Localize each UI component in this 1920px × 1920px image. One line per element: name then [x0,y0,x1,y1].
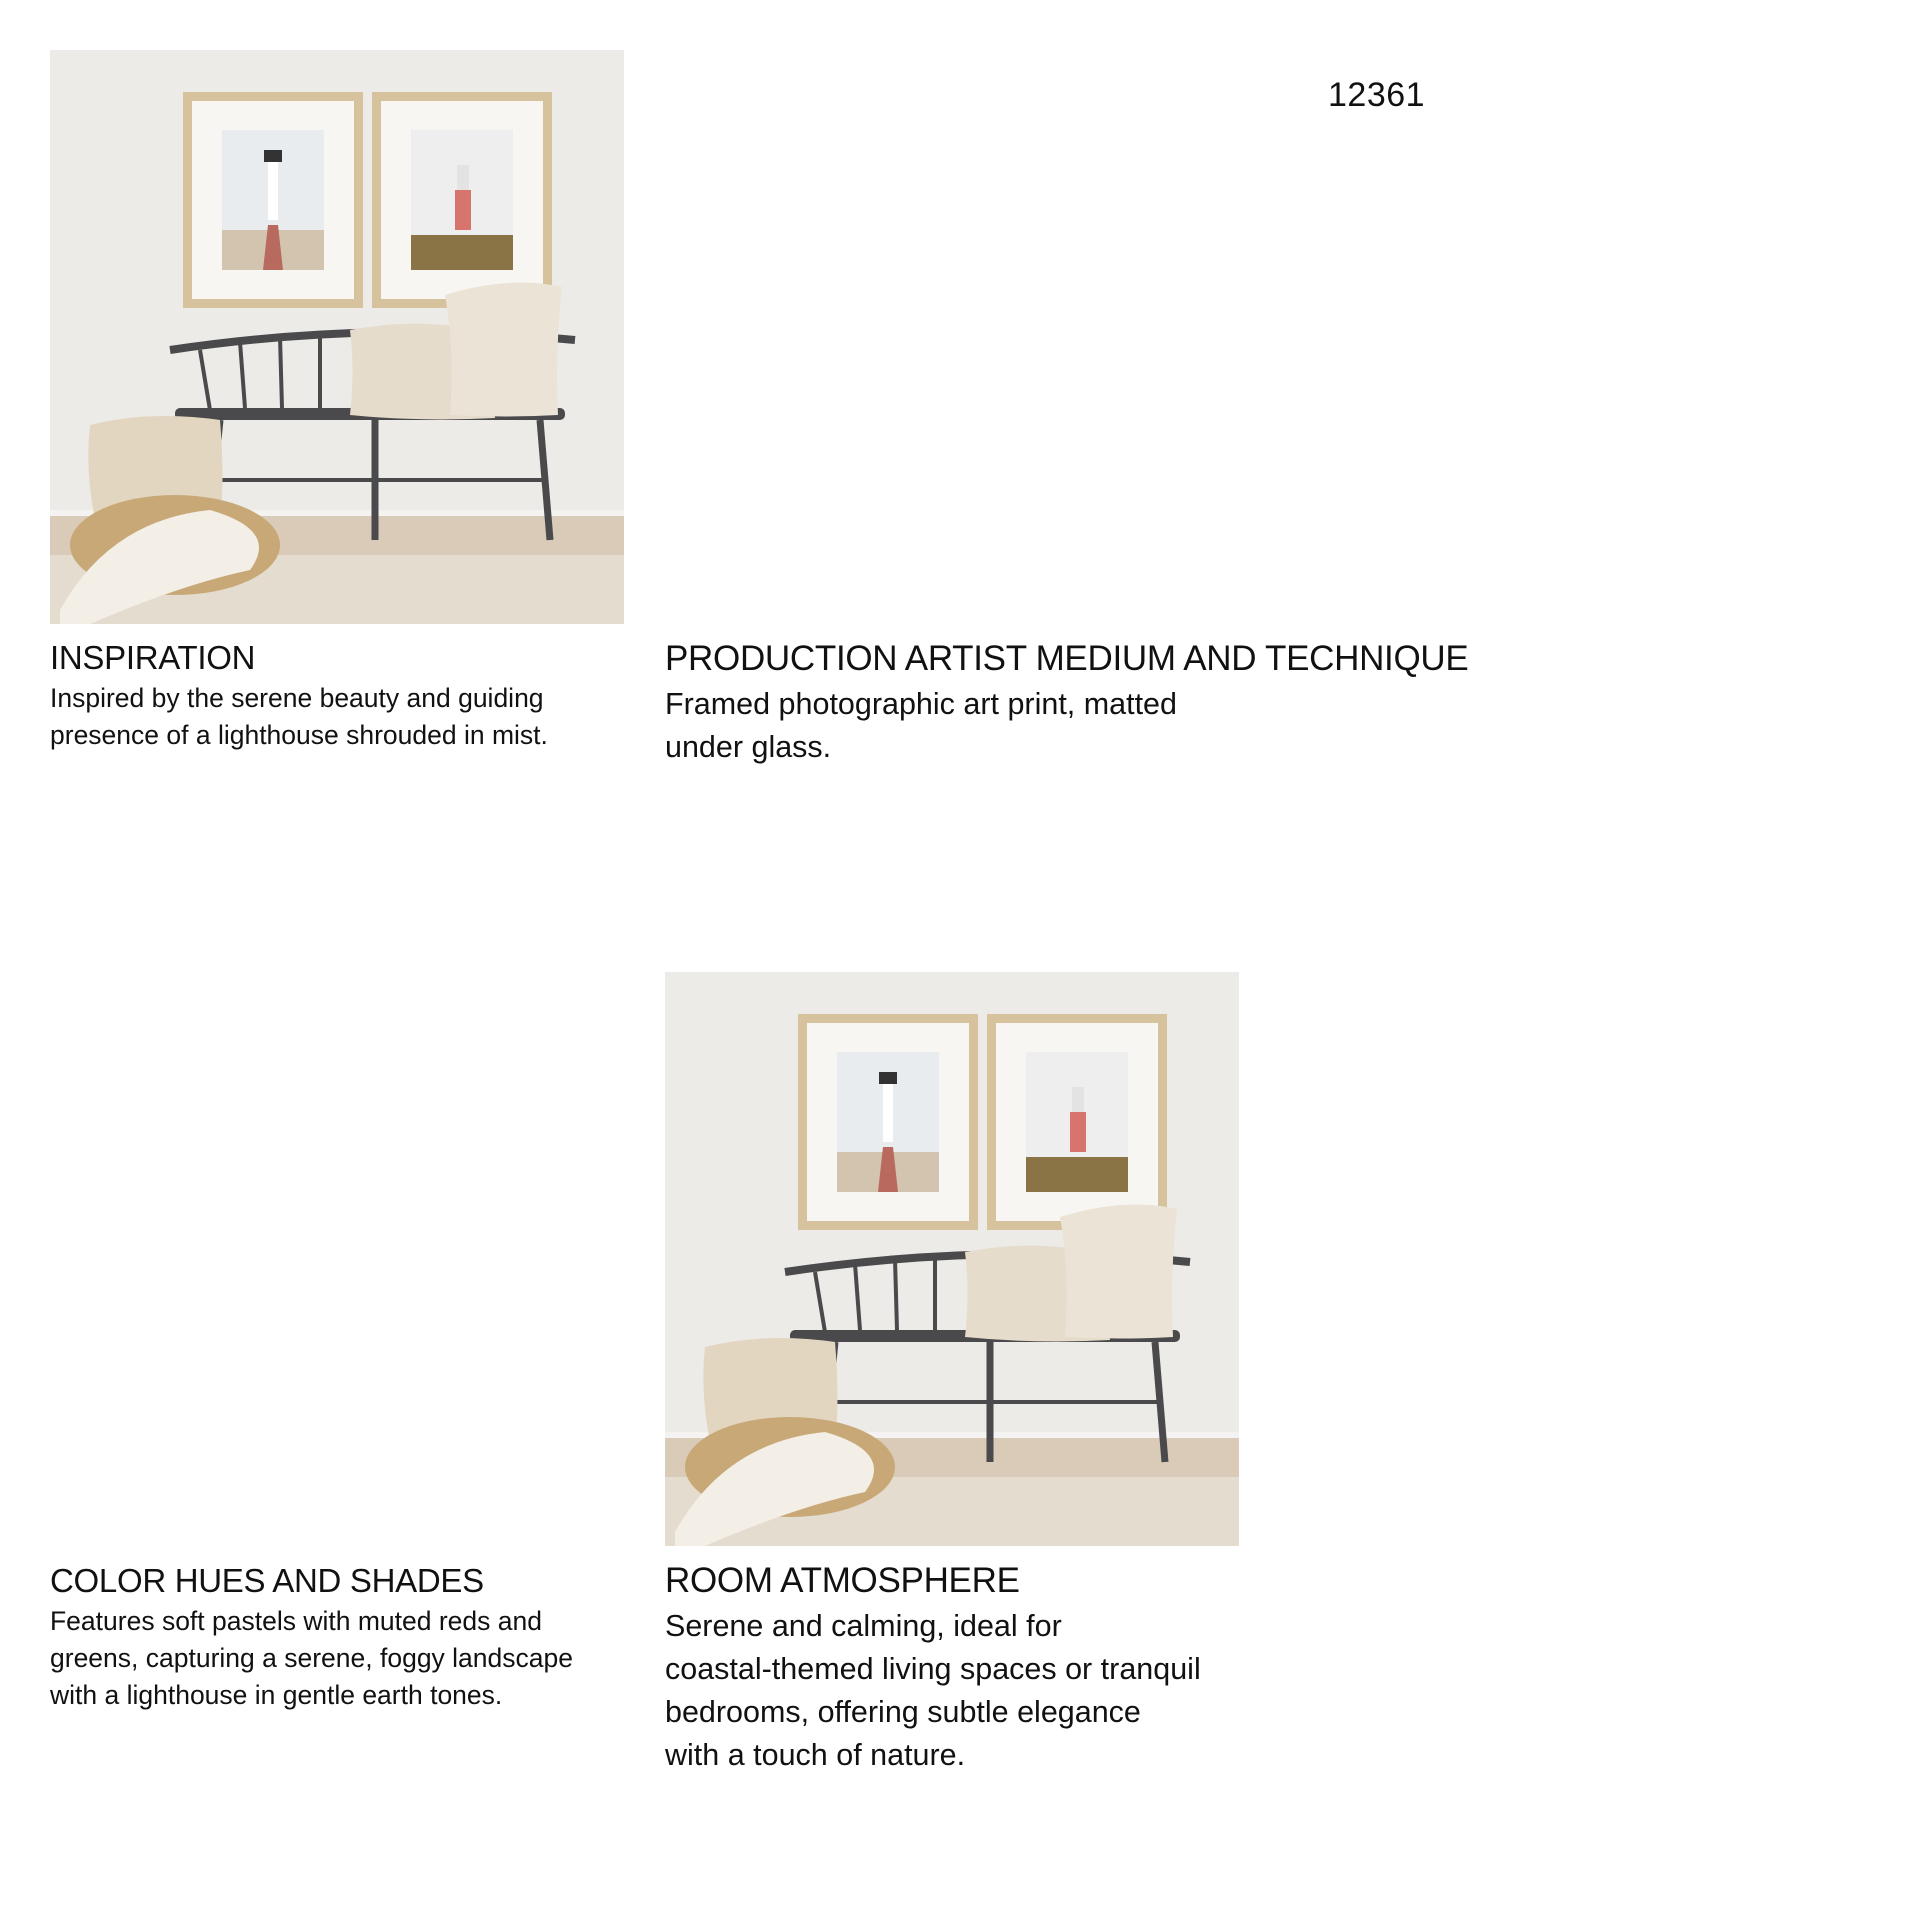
text-line: under glass. [665,729,832,764]
room-scene-illustration [665,972,1239,1546]
colors-section [50,1563,650,1714]
colors-text [50,1603,650,1714]
text-line: Framed photographic art print, matted [665,686,1177,721]
inspiration-text [50,680,640,754]
text-line: coastal-themed living spaces or tranquil [665,1651,1201,1686]
atmosphere-text [665,1605,1365,1777]
room-scene-image [665,972,1239,1546]
medium-heading: PRODUCTION ARTIST MEDIUM AND TECHNIQUE [665,639,1469,678]
text-line: bedrooms, offering subtle elegance [665,1694,1141,1729]
room-scene-image [50,50,624,624]
atmosphere-section [665,1562,1365,1777]
text-line: with a lighthouse in gentle earth tones. [50,1680,503,1711]
text-line: Inspired by the serene beauty and guiding [50,683,544,714]
text-line: greens, capturing a serene, foggy landscape [50,1643,573,1674]
text-line: Serene and calming, ideal for [665,1608,1062,1643]
inspiration-section [50,640,640,754]
atmosphere-heading: ROOM ATMOSPHERE [665,1561,1020,1600]
inspiration-heading: INSPIRATION [50,639,256,676]
text-line: with a touch of nature. [665,1737,966,1772]
text-line: presence of a lighthouse shrouded in mist. [50,720,548,751]
product-number: 12361 [1328,76,1426,114]
text-line: Features soft pastels with muted reds and [50,1606,542,1637]
medium-text [665,683,1565,769]
room-scene-illustration [50,50,624,624]
colors-heading: COLOR HUES AND SHADES [50,1562,484,1599]
medium-section [665,640,1565,769]
